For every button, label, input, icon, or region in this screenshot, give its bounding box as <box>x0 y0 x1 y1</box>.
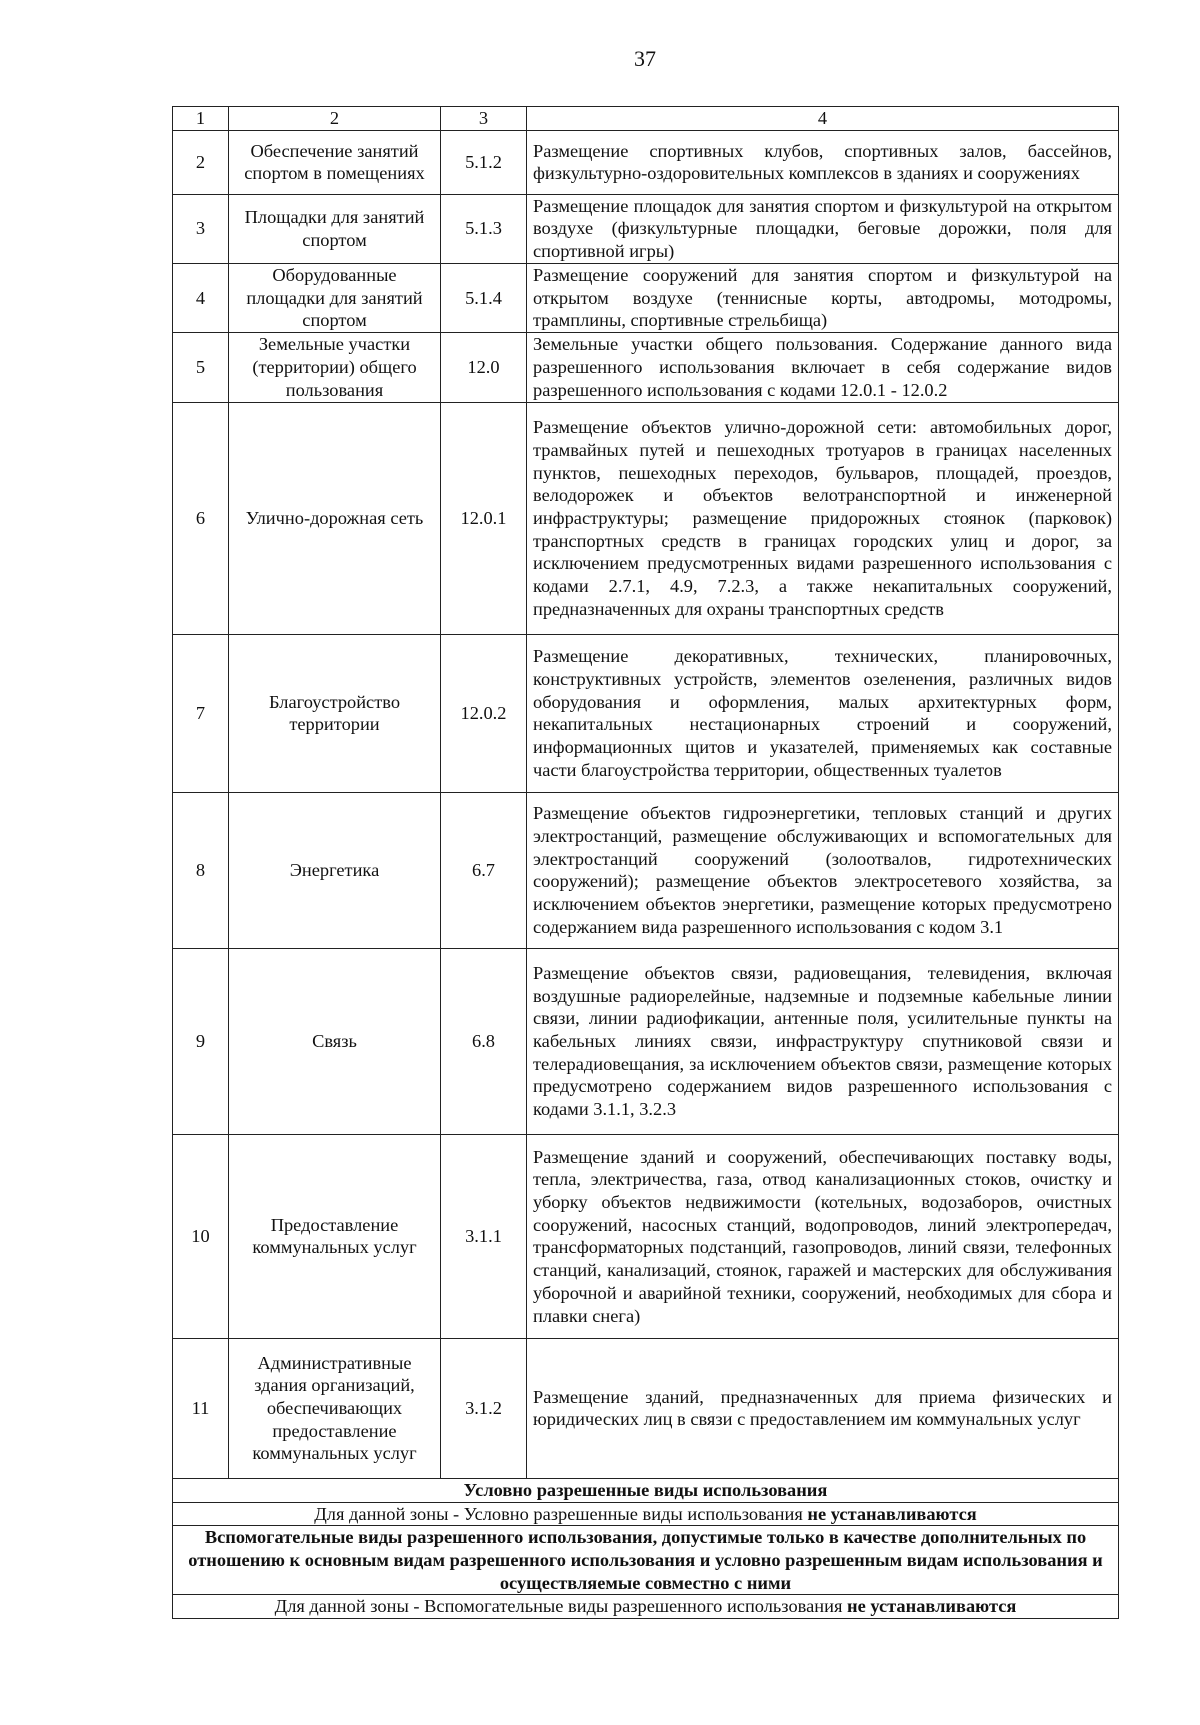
use-type-code: 5.1.4 <box>441 263 527 332</box>
use-type-description: Размещение сооружений для занятия спортом и физкультурой на открытом воздухе (теннисные корты, автодромы, мотодромы, трамплины, спортивные стрельбища) <box>527 263 1119 332</box>
row-number: 6 <box>173 402 229 634</box>
use-type-name: Связь <box>229 948 441 1134</box>
table-header-row <box>173 107 1119 131</box>
use-type-name: Энергетика <box>229 792 441 948</box>
use-type-code: 6.7 <box>441 792 527 948</box>
use-type-description: Размещение объектов связи, радиовещания, телевидения, включая воздушные радиорелейные, надземные и подземные кабельные линии связи, линии радиофикации, антенные поля, усилительные пункты на кабельных линиях связи, инфраструктуру спутниковой связи и телерадиовещания, за исключением объектов связи, размещение которых предусмотрено содержанием видов разрешенного использования с кодами 3.1.1, 3.2.3 <box>527 948 1119 1134</box>
use-type-description: Размещение зданий, предназначенных для приема физических и юридических лиц в связи с предоставлением им коммунальных услуг <box>527 1338 1119 1478</box>
use-type-code: 5.1.3 <box>441 194 527 263</box>
use-type-description: Размещение зданий и сооружений, обеспечивающих поставку воды, тепла, электричества, газа, отвод канализационных стоков, очистку и уборку объектов недвижимости (котельных, водозаборов, очистных сооружений, насосных станций, водопроводов, линий электропередач, трансформаторных подстанций, газопроводов, линий связи, телефонных станций, канализаций, стоянок, гаражей и мастерских для обслуживания уборочной и аварийной техники, сооружений, необходимых для сбора и плавки снега) <box>527 1134 1119 1338</box>
use-type-description: Размещение объектов улично-дорожной сети: автомобильных дорог, трамвайных путей и пешеходных тротуаров в границах населенных пунктов, пешеходных переходов, бульваров, площадей, проездов, велодорожек и объектов велотранспортной и инженерной инфраструктуры; размещение придорожных стоянок (парковок) транспортных средств в границах городских улиц и дорог, за исключением предусмотренных видами разрешенного использования с кодами 2.7.1, 4.9, 7.2.3, а также некапитальных сооружений, предназначенных для охраны транспортных средств <box>527 402 1119 634</box>
table-row <box>173 1502 1119 1526</box>
row-number: 8 <box>173 792 229 948</box>
use-type-code: 6.8 <box>441 948 527 1134</box>
table-row <box>173 1134 1119 1338</box>
row-number: 7 <box>173 634 229 792</box>
use-type-code: 12.0.1 <box>441 402 527 634</box>
auxiliary-note-text: Для данной зоны - Вспомогательные виды разрешенного использования <box>274 1596 848 1617</box>
use-type-name: Площадки для занятий спортом <box>229 194 441 263</box>
table-row <box>173 1338 1119 1478</box>
row-number: 3 <box>173 194 229 263</box>
column-header: 4 <box>527 107 1119 131</box>
use-type-name: Благоустройство территории <box>229 634 441 792</box>
use-type-description: Размещение спортивных клубов, спортивных залов, бассейнов, физкультурно-оздоровительных комплексов в зданиях и сооружениях <box>527 130 1119 194</box>
use-type-name: Административные здания организаций, обеспечивающих предоставление коммунальных услуг <box>229 1338 441 1478</box>
table-row <box>173 634 1119 792</box>
use-type-code: 12.0 <box>441 332 527 402</box>
row-number: 4 <box>173 263 229 332</box>
use-type-description: Размещение декоративных, технических, планировочных, конструктивных устройств, элементов озеленения, различных видов оборудования и оформления, малых архитектурных форм, некапитальных нестационарных строений и сооружений, информационных щитов и указателей, применяемых как составные части благоустройства территории, общественных туалетов <box>527 634 1119 792</box>
table-row <box>173 1595 1119 1619</box>
row-number: 5 <box>173 332 229 402</box>
column-header: 2 <box>229 107 441 131</box>
table-row <box>173 948 1119 1134</box>
use-type-name: Предоставление коммунальных услуг <box>229 1134 441 1338</box>
table-row <box>173 130 1119 194</box>
table-row <box>173 263 1119 332</box>
use-type-code: 3.1.1 <box>441 1134 527 1338</box>
auxiliary-uses-header: Вспомогательные виды разрешенного использования, допустимые только в качестве дополнительных по отношению к основным видам разрешенного использования и условно разрешенным видам использования и осуществляемые совместно с ними <box>173 1526 1119 1595</box>
column-header: 3 <box>441 107 527 131</box>
table-row <box>173 402 1119 634</box>
use-type-name: Оборудованные площадки для занятий спортом <box>229 263 441 332</box>
page-number: 37 <box>634 46 656 71</box>
row-number: 11 <box>173 1338 229 1478</box>
use-type-description: Размещение площадок для занятия спортом и физкультурой на открытом воздухе (физкультурные площадки, беговые дорожки, поля для спортивной игры) <box>527 194 1119 263</box>
table-row <box>173 332 1119 402</box>
use-type-code: 5.1.2 <box>441 130 527 194</box>
use-type-code: 12.0.2 <box>441 634 527 792</box>
row-number: 2 <box>173 130 229 194</box>
auxiliary-uses-note <box>173 1595 1119 1619</box>
use-type-name: Земельные участки (территории) общего пользования <box>229 332 441 402</box>
row-number: 10 <box>173 1134 229 1338</box>
conditional-uses-note <box>173 1502 1119 1526</box>
permitted-use-table <box>172 106 1119 1619</box>
table-row <box>173 1526 1119 1595</box>
use-type-description: Земельные участки общего пользования. Содержание данного вида разрешенного использования включает в себя содержание видов разрешенного использования с кодами 12.0.1 - 12.0.2 <box>527 332 1119 402</box>
use-type-name: Обеспечение занятий спортом в помещениях <box>229 130 441 194</box>
row-number: 9 <box>173 948 229 1134</box>
conditional-note-text: Для данной зоны - Условно разрешенные виды использования <box>314 1503 808 1524</box>
conditional-note-emphasis: не устанавливаются <box>807 1503 977 1524</box>
table-row <box>173 194 1119 263</box>
conditional-uses-header: Условно разрешенные виды использования <box>173 1478 1119 1502</box>
use-type-description: Размещение объектов гидроэнергетики, тепловых станций и других электростанций, размещение обслуживающих и вспомогательных для электростанций сооружений (золоотвалов, гидротехнических сооружений); размещение объектов электросетевого хозяйства, за исключением объектов энергетики, размещение которых предусмотрено содержанием вида разрешенного использования с кодом 3.1 <box>527 792 1119 948</box>
table-row <box>173 1478 1119 1502</box>
table-row <box>173 792 1119 948</box>
column-header: 1 <box>173 107 229 131</box>
use-type-code: 3.1.2 <box>441 1338 527 1478</box>
auxiliary-note-emphasis: не устанавливаются <box>847 1596 1017 1617</box>
use-type-name: Улично-дорожная сеть <box>229 402 441 634</box>
